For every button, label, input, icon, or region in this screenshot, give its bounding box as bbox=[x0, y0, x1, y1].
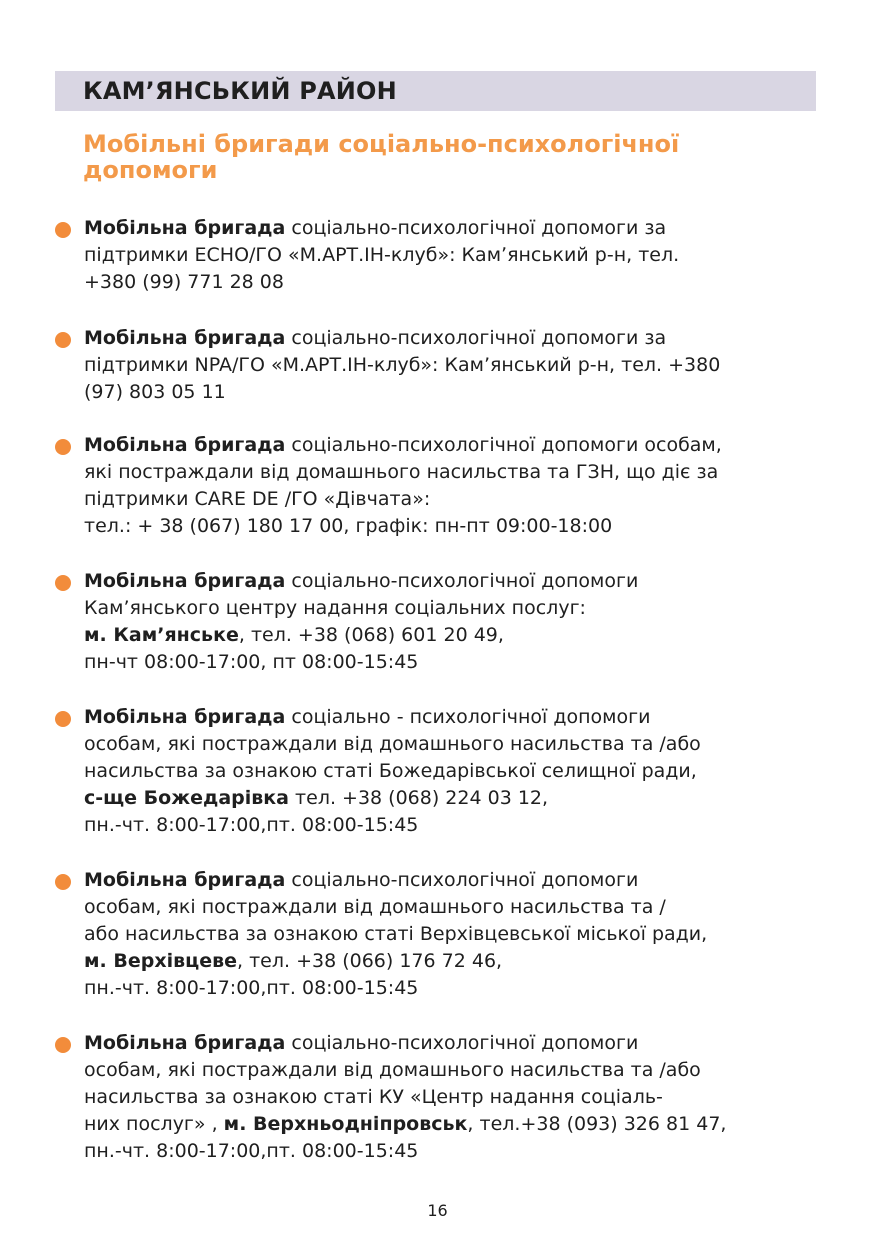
item-text-line: підтримки NPA/ГО «М.АРТ.ІН-клуб»: Кам’янський р-н, тел. +380 bbox=[84, 354, 721, 376]
item-text-line: Кам’янського центру надання соціальних послуг: bbox=[84, 597, 586, 619]
subtitle bbox=[83, 131, 783, 183]
list-item-text bbox=[84, 568, 834, 676]
item-phone: тел. +38 (068) 224 03 12, bbox=[289, 787, 549, 809]
item-phone: , тел.+38 (093) 326 81 47, bbox=[467, 1113, 727, 1135]
item-heading: Мобільна бригада bbox=[84, 869, 286, 891]
item-heading: Мобільна бригада bbox=[84, 570, 286, 592]
item-schedule: пн.-чт. 8:00-17:00,пт. 08:00-15:45 bbox=[84, 1140, 419, 1162]
item-schedule: пн-чт 08:00-17:00, пт 08:00-15:45 bbox=[84, 651, 419, 673]
item-text-line: соціально - психологічної допомоги bbox=[285, 706, 651, 728]
list-item-text bbox=[84, 867, 834, 1002]
bullet-icon bbox=[55, 874, 71, 890]
item-text-line: особам, які постраждали від домашнього насильства та /або bbox=[84, 1059, 701, 1081]
item-city: м. Кам’янське bbox=[84, 624, 239, 646]
item-city: м. Верхівцеве bbox=[84, 950, 238, 972]
item-text-line: особам, які постраждали від домашнього насильства та /або bbox=[84, 733, 701, 755]
page-number: 16 bbox=[427, 1201, 448, 1220]
list-item-text bbox=[84, 704, 834, 839]
item-text-line: соціально-психологічної допомоги bbox=[285, 869, 639, 891]
item-schedule: пн.-чт. 8:00-17:00,пт. 08:00-15:45 bbox=[84, 977, 419, 999]
bullet-icon bbox=[55, 1037, 71, 1053]
subtitle-line-1: Мобільні бригади соціально-психологічної bbox=[83, 130, 680, 158]
item-text-line: насильства за ознакою статі КУ «Центр надання соціаль- bbox=[84, 1086, 663, 1108]
item-heading: Мобільна бригада bbox=[84, 1032, 286, 1054]
item-phone: , тел. +38 (068) 601 20 49, bbox=[238, 624, 504, 646]
item-schedule: пн.-чт. 8:00-17:00,пт. 08:00-15:45 bbox=[84, 814, 419, 836]
bullet-icon bbox=[55, 332, 71, 348]
item-phone: тел.: + 38 (067) 180 17 00, графік: пн-пт 09:00-18:00 bbox=[84, 515, 613, 537]
item-text-line: них послуг» , bbox=[84, 1113, 224, 1135]
item-phone: (97) 803 05 11 bbox=[84, 381, 226, 403]
item-text-line: підтримки ECHO/ГО «М.АРТ.ІН-клуб»: Камʼянський р-н, тел. bbox=[84, 244, 680, 266]
bullet-icon bbox=[55, 439, 71, 455]
item-text-line: підтримки CARE DE /ГО «Дівчата»: bbox=[84, 488, 431, 510]
item-city: с-ще Божедарівка bbox=[84, 787, 290, 809]
item-text-line: соціально-психологічної допомоги особам, bbox=[285, 434, 722, 456]
item-heading: Мобільна бригада bbox=[84, 327, 286, 349]
item-heading: Мобільна бригада bbox=[84, 434, 286, 456]
list-item-text bbox=[84, 1030, 834, 1165]
bullet-icon bbox=[55, 222, 71, 238]
item-phone: +380 (99) 771 28 08 bbox=[84, 271, 284, 293]
subtitle-line-2: допомоги bbox=[83, 156, 218, 184]
section-title: КАМʼЯНСЬКИЙ РАЙОН bbox=[83, 77, 397, 105]
item-phone: , тел. +38 (066) 176 72 46, bbox=[237, 950, 503, 972]
bullet-icon bbox=[55, 711, 71, 727]
section-header bbox=[55, 71, 816, 111]
list-item-text bbox=[84, 215, 834, 296]
item-text-line: соціально-психологічної допомоги за bbox=[285, 327, 667, 349]
item-city: м. Верхньодніпровськ bbox=[223, 1113, 468, 1135]
item-text-line: насильства за ознакою статі Божедарівської селищної ради, bbox=[84, 760, 697, 782]
item-text-line: соціально-психологічної допомоги bbox=[285, 570, 639, 592]
item-text-line: соціально-психологічної допомоги за bbox=[285, 217, 667, 239]
list-item-text bbox=[84, 432, 834, 540]
item-text-line: або насильства за ознакою статі Верхівцевської міської ради, bbox=[84, 923, 708, 945]
item-text-line: які постраждали від домашнього насильства та ГЗН, що діє за bbox=[84, 461, 719, 483]
bullet-icon bbox=[55, 575, 71, 591]
list-item-text bbox=[84, 325, 834, 406]
item-heading: Мобільна бригада bbox=[84, 217, 286, 239]
item-heading: Мобільна бригада bbox=[84, 706, 286, 728]
item-text-line: соціально-психологічної допомоги bbox=[285, 1032, 639, 1054]
item-text-line: особам, які постраждали від домашнього насильства та / bbox=[84, 896, 666, 918]
